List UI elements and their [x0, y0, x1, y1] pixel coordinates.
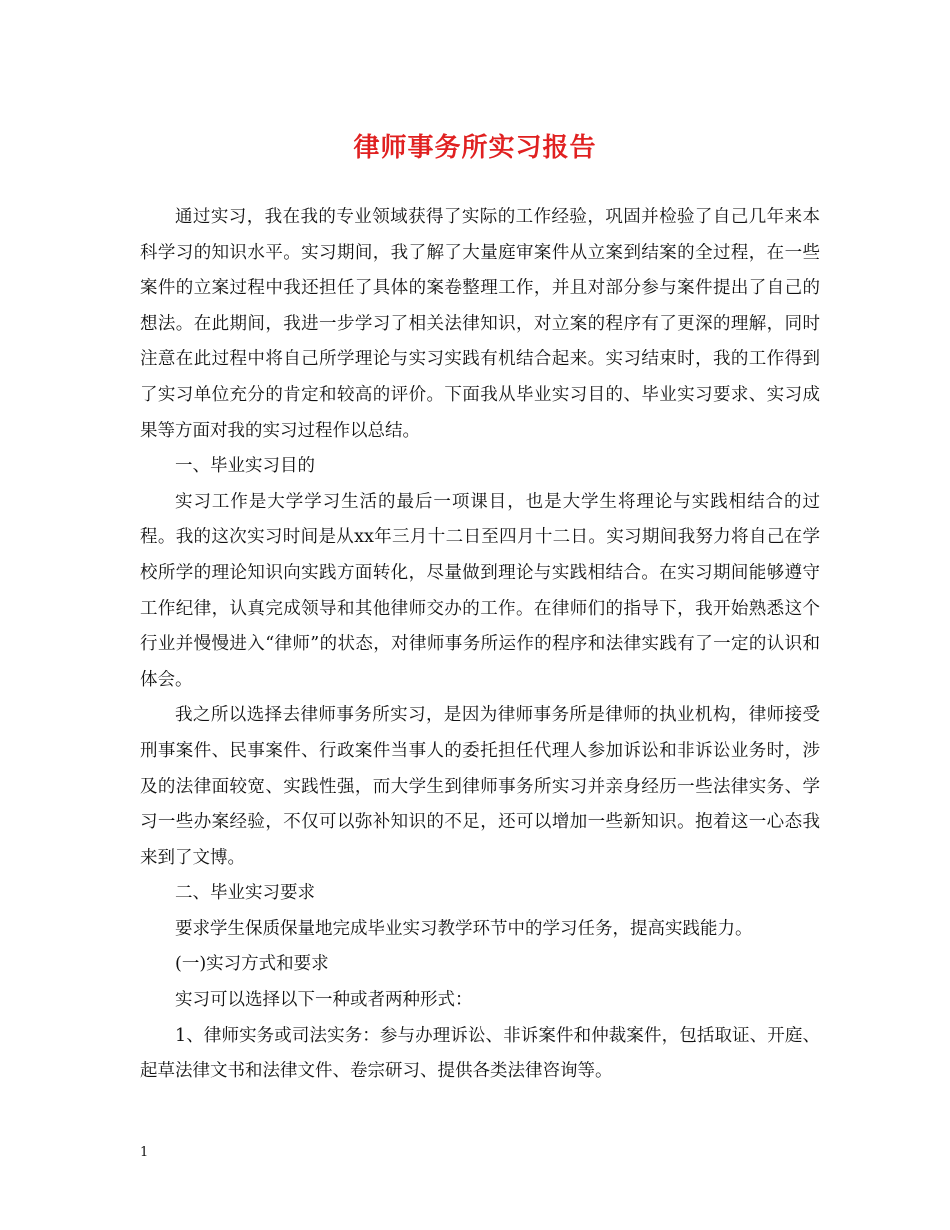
paragraph-reason: 我之所以选择去律师事务所实习，是因为律师事务所是律师的执业机构，律师接受刑事案件、民事案件、行政案件当事人的委托担任代理人参加诉讼和非诉讼业务时，涉及的法律面较宽、实践性强，而大学生到律师事务所实习并亲身经历一些法律实务、学习一些办案经验，不仅可以弥补知识的不足，还可以增加一些新知识。抱着这一心态我来到了文博。 — [140, 705, 820, 868]
heading-section-2: 二、毕业实习要求 — [175, 883, 315, 904]
heading-subsection-1: (一)实习方式和要求 — [175, 954, 329, 975]
page-number: 1 — [140, 1145, 149, 1160]
paragraph-purpose: 实习工作是大学学习生活的最后一项课目，也是大学生将理论与实践相结合的过程。我的这次实习时间是从xx年三月十二日至四月十二日。实习期间我努力将自己在学校所学的理论知识向实践方面转化，尽量做到理论与实践相结合。在实习期间能够遵守工作纪律，认真完成领导和其他律师交办的工作。在律师们的指导下，我开始熟悉这个行业并慢慢进入“律师”的状态，对律师事务所运作的程序和法律实践有了一定的认识和体会。 — [140, 491, 820, 690]
paragraph-item-1: 1、律师实务或司法实务：参与办理诉讼、非诉案件和仲裁案件，包括取证、开庭、起草法律文书和法律文件、卷宗研习、提供各类法律咨询等。 — [140, 1025, 820, 1082]
paragraph-intro: 通过实习，我在我的专业领域获得了实际的工作经验，巩固并检验了自己几年来本科学习的知识水平。实习期间，我了解了大量庭审案件从立案到结案的全过程，在一些案件的立案过程中我还担任了具体的案卷整理工作，并且对部分参与案件提出了自己的想法。在此期间，我进一步学习了相关法律知识，对立案的程序有了更深的理解，同时注意在此过程中将自己所学理论与实习实践有机结合起来。实习结束时，我的工作得到了实习单位充分的肯定和较高的评价。下面我从毕业实习目的、毕业实习要求、实习成果等方面对我的实习过程作以总结。 — [140, 207, 820, 441]
document-title: 律师事务所实习报告 — [353, 133, 597, 163]
paragraph-requirement: 要求学生保质保量地完成毕业实习教学环节中的学习任务，提高实践能力。 — [175, 918, 753, 939]
heading-section-1: 一、毕业实习目的 — [175, 456, 315, 477]
paragraph-forms: 实习可以选择以下一种或者两种形式： — [175, 990, 473, 1011]
document-body — [140, 200, 820, 1090]
